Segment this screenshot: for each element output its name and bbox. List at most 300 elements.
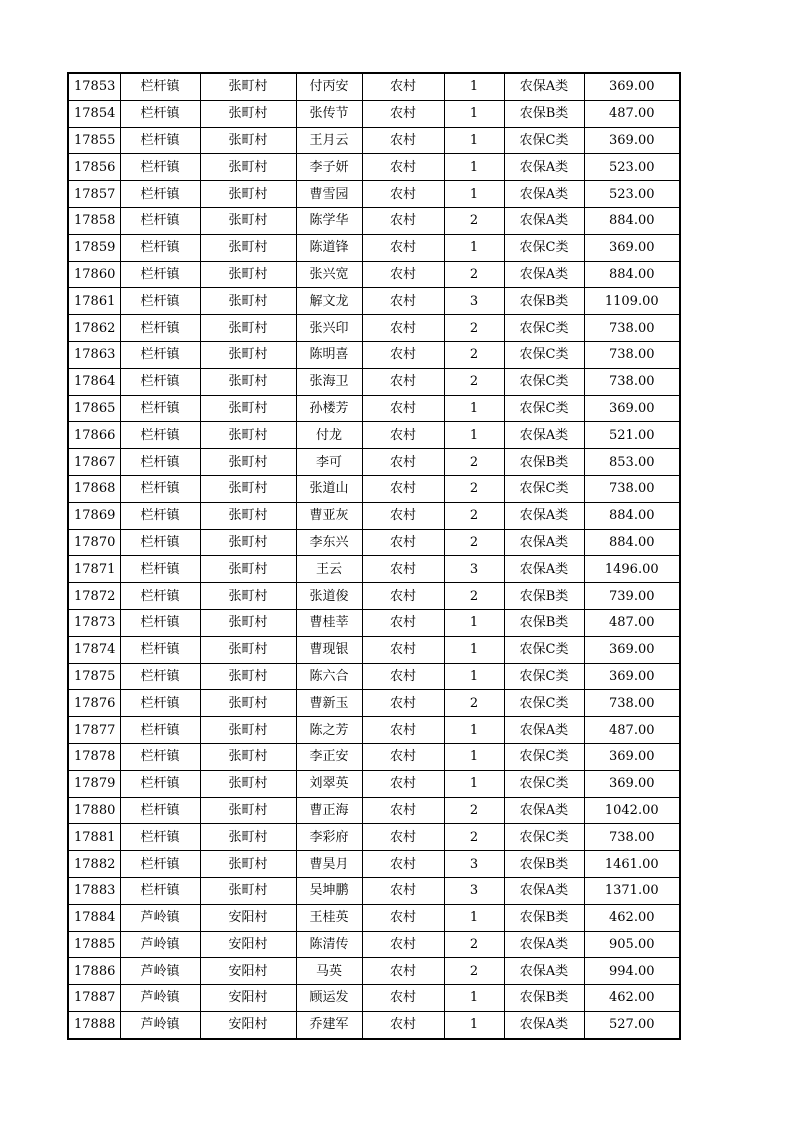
village-cell: 张町村 — [200, 261, 296, 288]
town-cell: 芦岭镇 — [120, 985, 200, 1012]
record-id-cell: 17865 — [68, 395, 120, 422]
town-cell: 栏杆镇 — [120, 663, 200, 690]
name-cell: 曹现银 — [296, 636, 362, 663]
town-cell: 栏杆镇 — [120, 475, 200, 502]
area-type-cell: 农村 — [362, 743, 444, 770]
name-cell: 陈之芳 — [296, 717, 362, 744]
area-type-cell: 农村 — [362, 904, 444, 931]
insurance-class-cell: 农保B类 — [504, 288, 584, 315]
amount-cell: 738.00 — [584, 368, 680, 395]
amount-cell: 369.00 — [584, 770, 680, 797]
name-cell: 陈清传 — [296, 931, 362, 958]
area-type-cell: 农村 — [362, 824, 444, 851]
insurance-class-cell: 农保B类 — [504, 449, 584, 476]
record-id-cell: 17873 — [68, 609, 120, 636]
record-id-cell: 17857 — [68, 181, 120, 208]
table-row — [68, 958, 680, 985]
amount-cell: 1461.00 — [584, 851, 680, 878]
name-cell: 张兴印 — [296, 315, 362, 342]
household-count-cell: 2 — [444, 690, 504, 717]
town-cell: 栏杆镇 — [120, 395, 200, 422]
insurance-class-cell: 农保C类 — [504, 368, 584, 395]
area-type-cell: 农村 — [362, 395, 444, 422]
area-type-cell: 农村 — [362, 207, 444, 234]
table-row — [68, 1011, 680, 1038]
household-count-cell: 1 — [444, 395, 504, 422]
insurance-class-cell: 农保A类 — [504, 154, 584, 181]
amount-cell: 369.00 — [584, 395, 680, 422]
record-id-cell: 17886 — [68, 958, 120, 985]
village-cell: 张町村 — [200, 422, 296, 449]
name-cell: 李可 — [296, 449, 362, 476]
insurance-class-cell: 农保A类 — [504, 422, 584, 449]
household-count-cell: 1 — [444, 636, 504, 663]
household-count-cell: 3 — [444, 288, 504, 315]
name-cell: 顾运发 — [296, 985, 362, 1012]
household-count-cell: 1 — [444, 717, 504, 744]
amount-cell: 1496.00 — [584, 556, 680, 583]
table-row — [68, 475, 680, 502]
insurance-class-cell: 农保B类 — [504, 583, 584, 610]
name-cell: 曹桂莘 — [296, 609, 362, 636]
table-row — [68, 181, 680, 208]
table-row — [68, 663, 680, 690]
town-cell: 栏杆镇 — [120, 288, 200, 315]
amount-cell: 487.00 — [584, 100, 680, 127]
name-cell: 王云 — [296, 556, 362, 583]
village-cell: 张町村 — [200, 395, 296, 422]
amount-cell: 369.00 — [584, 73, 680, 100]
area-type-cell: 农村 — [362, 583, 444, 610]
household-count-cell: 2 — [444, 315, 504, 342]
insurance-class-cell: 农保A类 — [504, 181, 584, 208]
insurance-class-cell: 农保A类 — [504, 529, 584, 556]
record-id-cell: 17867 — [68, 449, 120, 476]
area-type-cell: 农村 — [362, 1011, 444, 1038]
town-cell: 芦岭镇 — [120, 958, 200, 985]
area-type-cell: 农村 — [362, 609, 444, 636]
amount-cell: 738.00 — [584, 690, 680, 717]
household-count-cell: 2 — [444, 797, 504, 824]
name-cell: 付丙安 — [296, 73, 362, 100]
town-cell: 栏杆镇 — [120, 100, 200, 127]
name-cell: 张传节 — [296, 100, 362, 127]
record-id-cell: 17853 — [68, 73, 120, 100]
village-cell: 张町村 — [200, 449, 296, 476]
amount-cell: 884.00 — [584, 502, 680, 529]
record-id-cell: 17871 — [68, 556, 120, 583]
area-type-cell: 农村 — [362, 958, 444, 985]
name-cell: 王月云 — [296, 127, 362, 154]
village-cell: 张町村 — [200, 851, 296, 878]
record-id-cell: 17856 — [68, 154, 120, 181]
town-cell: 栏杆镇 — [120, 743, 200, 770]
town-cell: 栏杆镇 — [120, 73, 200, 100]
amount-cell: 1109.00 — [584, 288, 680, 315]
name-cell: 陈六合 — [296, 663, 362, 690]
village-cell: 安阳村 — [200, 931, 296, 958]
village-cell: 张町村 — [200, 127, 296, 154]
town-cell: 栏杆镇 — [120, 261, 200, 288]
insurance-class-cell: 农保A类 — [504, 261, 584, 288]
record-id-cell: 17880 — [68, 797, 120, 824]
household-count-cell: 1 — [444, 985, 504, 1012]
name-cell: 张道山 — [296, 475, 362, 502]
household-count-cell: 1 — [444, 609, 504, 636]
village-cell: 张町村 — [200, 207, 296, 234]
village-cell: 张町村 — [200, 690, 296, 717]
town-cell: 栏杆镇 — [120, 127, 200, 154]
village-cell: 安阳村 — [200, 904, 296, 931]
town-cell: 栏杆镇 — [120, 449, 200, 476]
table-row — [68, 824, 680, 851]
area-type-cell: 农村 — [362, 73, 444, 100]
village-cell: 张町村 — [200, 154, 296, 181]
village-cell: 张町村 — [200, 636, 296, 663]
area-type-cell: 农村 — [362, 931, 444, 958]
amount-cell: 738.00 — [584, 341, 680, 368]
town-cell: 栏杆镇 — [120, 583, 200, 610]
table-row — [68, 690, 680, 717]
town-cell: 栏杆镇 — [120, 207, 200, 234]
name-cell: 曹昊月 — [296, 851, 362, 878]
record-id-cell: 17878 — [68, 743, 120, 770]
amount-cell: 487.00 — [584, 717, 680, 744]
amount-cell: 884.00 — [584, 529, 680, 556]
table-row — [68, 636, 680, 663]
area-type-cell: 农村 — [362, 341, 444, 368]
area-type-cell: 农村 — [362, 877, 444, 904]
household-count-cell: 2 — [444, 261, 504, 288]
amount-cell: 853.00 — [584, 449, 680, 476]
insurance-class-cell: 农保A类 — [504, 797, 584, 824]
name-cell: 孙楼芳 — [296, 395, 362, 422]
record-id-cell: 17869 — [68, 502, 120, 529]
village-cell: 张町村 — [200, 181, 296, 208]
insurance-class-cell: 农保C类 — [504, 315, 584, 342]
area-type-cell: 农村 — [362, 449, 444, 476]
name-cell: 陈道锋 — [296, 234, 362, 261]
village-cell: 张町村 — [200, 100, 296, 127]
table-row — [68, 422, 680, 449]
village-cell: 张町村 — [200, 583, 296, 610]
table-row — [68, 127, 680, 154]
insurance-class-cell: 农保C类 — [504, 824, 584, 851]
name-cell: 付龙 — [296, 422, 362, 449]
town-cell: 栏杆镇 — [120, 636, 200, 663]
village-cell: 张町村 — [200, 663, 296, 690]
table-row — [68, 797, 680, 824]
name-cell: 曹亚灰 — [296, 502, 362, 529]
amount-cell: 369.00 — [584, 127, 680, 154]
table-row — [68, 261, 680, 288]
town-cell: 芦岭镇 — [120, 904, 200, 931]
insurance-class-cell: 农保C类 — [504, 234, 584, 261]
amount-cell: 738.00 — [584, 824, 680, 851]
area-type-cell: 农村 — [362, 502, 444, 529]
town-cell: 栏杆镇 — [120, 422, 200, 449]
amount-cell: 739.00 — [584, 583, 680, 610]
town-cell: 栏杆镇 — [120, 717, 200, 744]
insurance-class-cell: 农保C类 — [504, 395, 584, 422]
table-row — [68, 368, 680, 395]
record-id-cell: 17888 — [68, 1011, 120, 1038]
amount-cell: 884.00 — [584, 261, 680, 288]
table-row — [68, 234, 680, 261]
household-count-cell: 1 — [444, 154, 504, 181]
table-row — [68, 851, 680, 878]
insurance-class-cell: 农保A类 — [504, 1011, 584, 1038]
village-cell: 张町村 — [200, 368, 296, 395]
insurance-class-cell: 农保C类 — [504, 475, 584, 502]
record-id-cell: 17860 — [68, 261, 120, 288]
household-count-cell: 1 — [444, 1011, 504, 1038]
record-id-cell: 17859 — [68, 234, 120, 261]
amount-cell: 462.00 — [584, 904, 680, 931]
table-row — [68, 583, 680, 610]
record-id-cell: 17866 — [68, 422, 120, 449]
insurance-class-cell: 农保C类 — [504, 770, 584, 797]
household-count-cell: 2 — [444, 931, 504, 958]
household-count-cell: 3 — [444, 851, 504, 878]
area-type-cell: 农村 — [362, 288, 444, 315]
town-cell: 栏杆镇 — [120, 556, 200, 583]
insurance-class-cell: 农保C类 — [504, 341, 584, 368]
amount-cell: 462.00 — [584, 985, 680, 1012]
household-count-cell: 1 — [444, 181, 504, 208]
name-cell: 李彩府 — [296, 824, 362, 851]
record-id-cell: 17861 — [68, 288, 120, 315]
table-row — [68, 743, 680, 770]
table-row — [68, 931, 680, 958]
village-cell: 张町村 — [200, 556, 296, 583]
town-cell: 栏杆镇 — [120, 154, 200, 181]
household-count-cell: 1 — [444, 743, 504, 770]
table-row — [68, 877, 680, 904]
town-cell: 芦岭镇 — [120, 931, 200, 958]
area-type-cell: 农村 — [362, 475, 444, 502]
household-count-cell: 1 — [444, 422, 504, 449]
town-cell: 栏杆镇 — [120, 341, 200, 368]
town-cell: 栏杆镇 — [120, 877, 200, 904]
record-id-cell: 17858 — [68, 207, 120, 234]
household-count-cell: 2 — [444, 583, 504, 610]
table-row — [68, 449, 680, 476]
record-id-cell: 17876 — [68, 690, 120, 717]
village-cell: 张町村 — [200, 529, 296, 556]
name-cell: 张道俊 — [296, 583, 362, 610]
area-type-cell: 农村 — [362, 368, 444, 395]
record-id-cell: 17872 — [68, 583, 120, 610]
name-cell: 刘翠英 — [296, 770, 362, 797]
household-count-cell: 2 — [444, 475, 504, 502]
amount-cell: 369.00 — [584, 636, 680, 663]
area-type-cell: 农村 — [362, 261, 444, 288]
area-type-cell: 农村 — [362, 636, 444, 663]
area-type-cell: 农村 — [362, 797, 444, 824]
insurance-class-cell: 农保B类 — [504, 985, 584, 1012]
area-type-cell: 农村 — [362, 556, 444, 583]
insurance-class-cell: 农保B类 — [504, 100, 584, 127]
area-type-cell: 农村 — [362, 234, 444, 261]
household-count-cell: 1 — [444, 73, 504, 100]
table-row — [68, 904, 680, 931]
table-row — [68, 154, 680, 181]
village-cell: 张町村 — [200, 797, 296, 824]
village-cell: 张町村 — [200, 475, 296, 502]
insurance-class-cell: 农保C类 — [504, 743, 584, 770]
insurance-class-cell: 农保A类 — [504, 877, 584, 904]
town-cell: 栏杆镇 — [120, 797, 200, 824]
insurance-class-cell: 农保B类 — [504, 609, 584, 636]
town-cell: 栏杆镇 — [120, 234, 200, 261]
amount-cell: 521.00 — [584, 422, 680, 449]
table-row — [68, 207, 680, 234]
village-cell: 张町村 — [200, 770, 296, 797]
area-type-cell: 农村 — [362, 851, 444, 878]
name-cell: 乔建军 — [296, 1011, 362, 1038]
area-type-cell: 农村 — [362, 315, 444, 342]
area-type-cell: 农村 — [362, 717, 444, 744]
name-cell: 王桂英 — [296, 904, 362, 931]
data-table — [67, 72, 681, 1040]
name-cell: 李东兴 — [296, 529, 362, 556]
name-cell: 马英 — [296, 958, 362, 985]
name-cell: 李正安 — [296, 743, 362, 770]
name-cell: 曹正海 — [296, 797, 362, 824]
village-cell: 张町村 — [200, 877, 296, 904]
table-row — [68, 288, 680, 315]
area-type-cell: 农村 — [362, 770, 444, 797]
insurance-class-cell: 农保A类 — [504, 556, 584, 583]
village-cell: 张町村 — [200, 743, 296, 770]
area-type-cell: 农村 — [362, 663, 444, 690]
town-cell: 栏杆镇 — [120, 315, 200, 342]
record-id-cell: 17870 — [68, 529, 120, 556]
town-cell: 栏杆镇 — [120, 851, 200, 878]
insurance-class-cell: 农保A类 — [504, 73, 584, 100]
village-cell: 张町村 — [200, 234, 296, 261]
insurance-class-cell: 农保A类 — [504, 958, 584, 985]
insurance-class-cell: 农保A类 — [504, 207, 584, 234]
insurance-class-cell: 农保B类 — [504, 851, 584, 878]
name-cell: 曹雪园 — [296, 181, 362, 208]
insurance-class-cell: 农保A类 — [504, 502, 584, 529]
household-count-cell: 3 — [444, 877, 504, 904]
table-row — [68, 100, 680, 127]
amount-cell: 487.00 — [584, 609, 680, 636]
name-cell: 张海卫 — [296, 368, 362, 395]
area-type-cell: 农村 — [362, 985, 444, 1012]
household-count-cell: 2 — [444, 207, 504, 234]
name-cell: 陈明喜 — [296, 341, 362, 368]
record-id-cell: 17874 — [68, 636, 120, 663]
village-cell: 张町村 — [200, 717, 296, 744]
amount-cell: 1042.00 — [584, 797, 680, 824]
table-row — [68, 770, 680, 797]
table-row — [68, 556, 680, 583]
record-id-cell: 17875 — [68, 663, 120, 690]
record-id-cell: 17885 — [68, 931, 120, 958]
village-cell: 张町村 — [200, 609, 296, 636]
record-id-cell: 17868 — [68, 475, 120, 502]
village-cell: 张町村 — [200, 341, 296, 368]
household-count-cell: 2 — [444, 529, 504, 556]
town-cell: 栏杆镇 — [120, 502, 200, 529]
table-row — [68, 985, 680, 1012]
town-cell: 栏杆镇 — [120, 181, 200, 208]
name-cell: 陈学华 — [296, 207, 362, 234]
area-type-cell: 农村 — [362, 181, 444, 208]
village-cell: 张町村 — [200, 824, 296, 851]
record-id-cell: 17862 — [68, 315, 120, 342]
insurance-class-cell: 农保A类 — [504, 717, 584, 744]
insurance-class-cell: 农保B类 — [504, 904, 584, 931]
amount-cell: 369.00 — [584, 234, 680, 261]
area-type-cell: 农村 — [362, 529, 444, 556]
town-cell: 栏杆镇 — [120, 690, 200, 717]
town-cell: 栏杆镇 — [120, 770, 200, 797]
name-cell: 曹新玉 — [296, 690, 362, 717]
record-id-cell: 17854 — [68, 100, 120, 127]
record-id-cell: 17883 — [68, 877, 120, 904]
record-id-cell: 17879 — [68, 770, 120, 797]
area-type-cell: 农村 — [362, 127, 444, 154]
household-count-cell: 2 — [444, 502, 504, 529]
insurance-class-cell: 农保C类 — [504, 690, 584, 717]
household-count-cell: 3 — [444, 556, 504, 583]
table-row — [68, 341, 680, 368]
table-row — [68, 609, 680, 636]
household-count-cell: 2 — [444, 368, 504, 395]
record-id-cell: 17855 — [68, 127, 120, 154]
area-type-cell: 农村 — [362, 422, 444, 449]
village-cell: 张町村 — [200, 288, 296, 315]
table-body — [68, 73, 680, 1039]
amount-cell: 738.00 — [584, 315, 680, 342]
table-row — [68, 73, 680, 100]
town-cell: 栏杆镇 — [120, 824, 200, 851]
amount-cell: 1371.00 — [584, 877, 680, 904]
record-id-cell: 17877 — [68, 717, 120, 744]
insurance-class-cell: 农保C类 — [504, 663, 584, 690]
amount-cell: 369.00 — [584, 743, 680, 770]
amount-cell: 884.00 — [584, 207, 680, 234]
town-cell: 栏杆镇 — [120, 609, 200, 636]
area-type-cell: 农村 — [362, 154, 444, 181]
record-id-cell: 17882 — [68, 851, 120, 878]
name-cell: 张兴宽 — [296, 261, 362, 288]
household-count-cell: 2 — [444, 958, 504, 985]
village-cell: 张町村 — [200, 315, 296, 342]
village-cell: 张町村 — [200, 502, 296, 529]
village-cell: 安阳村 — [200, 985, 296, 1012]
amount-cell: 527.00 — [584, 1011, 680, 1038]
town-cell: 栏杆镇 — [120, 529, 200, 556]
insurance-class-cell: 农保C类 — [504, 636, 584, 663]
table-row — [68, 395, 680, 422]
table-row — [68, 529, 680, 556]
village-cell: 安阳村 — [200, 958, 296, 985]
household-count-cell: 1 — [444, 234, 504, 261]
household-count-cell: 2 — [444, 341, 504, 368]
insurance-class-cell: 农保A类 — [504, 931, 584, 958]
record-id-cell: 17881 — [68, 824, 120, 851]
village-cell: 张町村 — [200, 73, 296, 100]
household-count-cell: 1 — [444, 904, 504, 931]
amount-cell: 738.00 — [584, 475, 680, 502]
amount-cell: 905.00 — [584, 931, 680, 958]
